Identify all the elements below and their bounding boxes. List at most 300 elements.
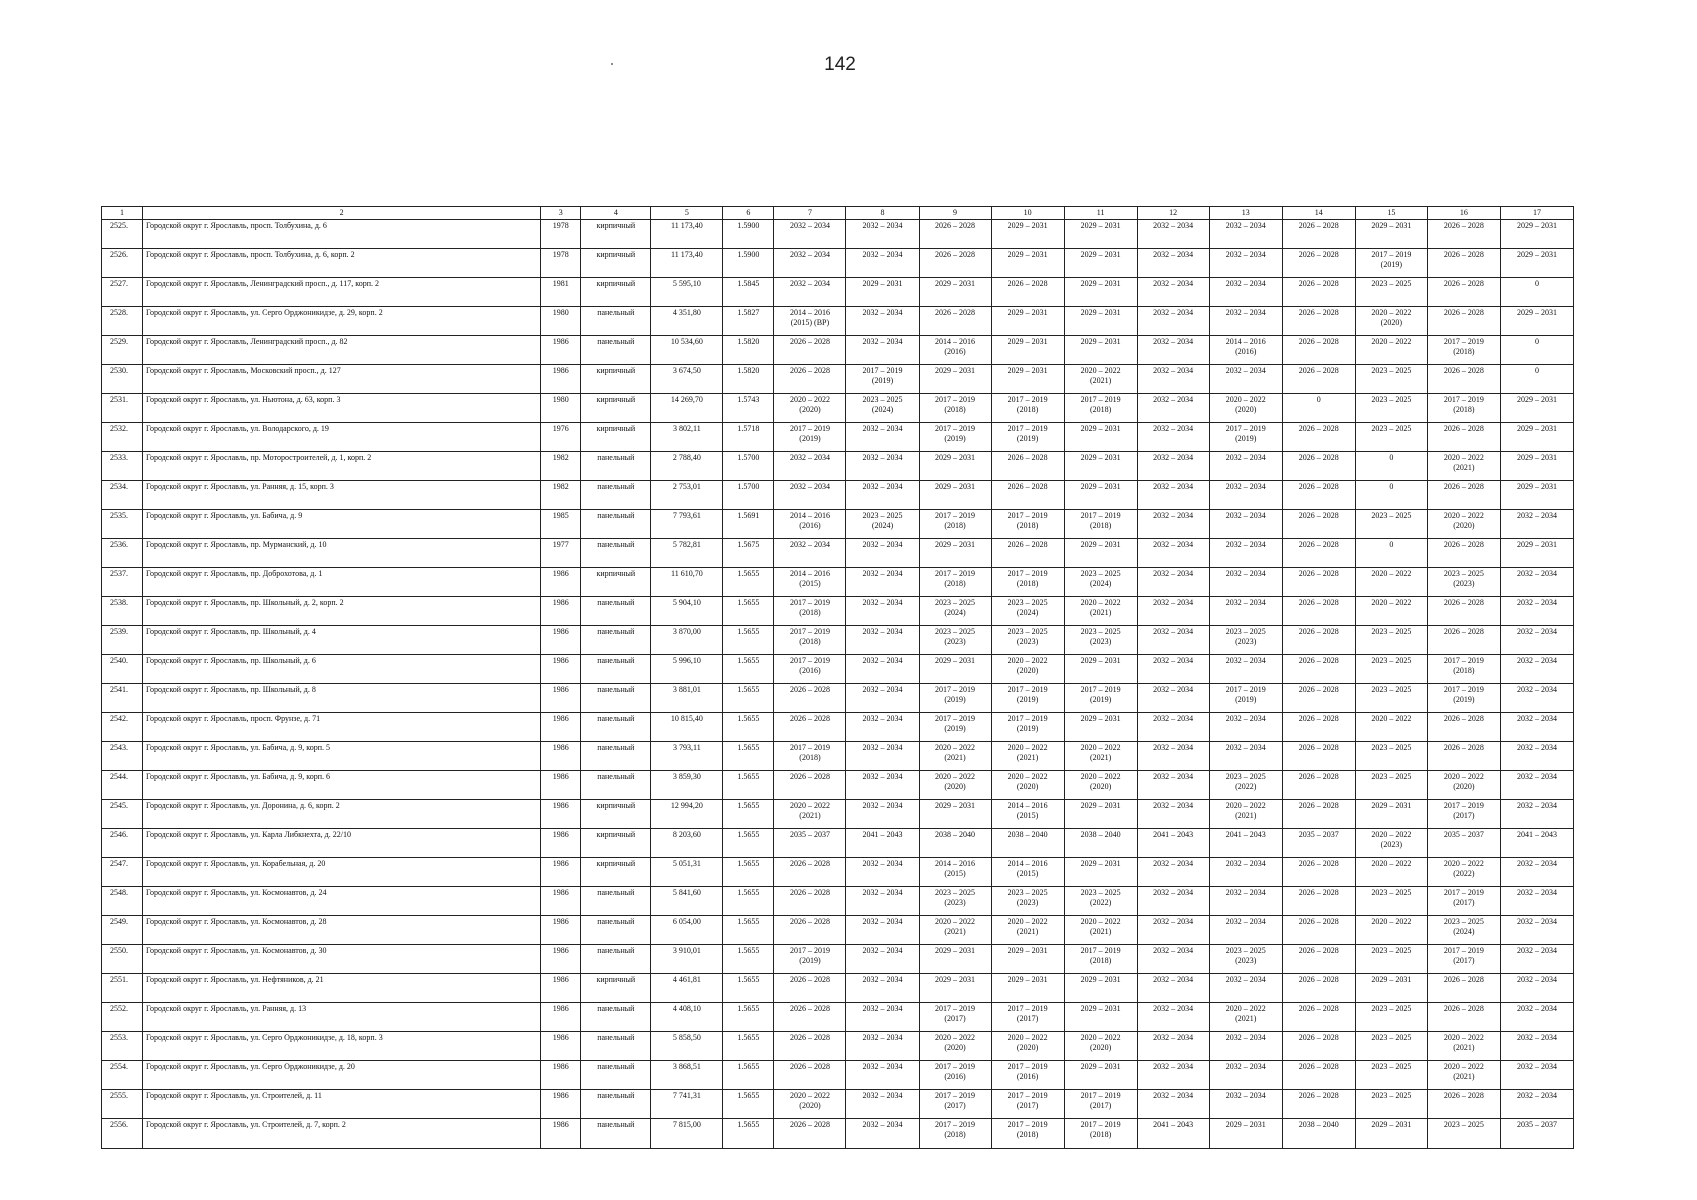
column-header: 1 <box>102 207 143 220</box>
table-cell: 2014 – 2016 (2016) <box>1209 336 1282 365</box>
table-cell: 2020 – 2022 (2020) <box>991 655 1064 684</box>
table-cell: 3 674,50 <box>651 365 723 394</box>
table-cell: 2032 – 2034 <box>846 597 919 626</box>
table-cell: 2020 – 2022 (2021) <box>991 916 1064 945</box>
table-cell: 2032 – 2034 <box>846 974 919 1003</box>
table-cell: 2023 – 2025 (2023) <box>1427 568 1500 597</box>
table-cell: 2032 – 2034 <box>1137 1032 1209 1061</box>
table-cell: 2017 – 2019 (2019) <box>846 365 919 394</box>
table-cell: 5 841,60 <box>651 887 723 916</box>
table-cell: 1.5700 <box>723 452 774 481</box>
table-cell: 2032 – 2034 <box>1209 713 1282 742</box>
address-cell: Городской округ г. Ярославль, ул. Серго Орджоникидзе, д. 18, корп. 3 <box>143 1032 541 1061</box>
table-cell: 2023 – 2025 <box>1355 278 1427 307</box>
table-cell: 2032 – 2034 <box>846 1003 919 1032</box>
table-row <box>102 278 1574 307</box>
table-cell: 2014 – 2016 (2015) <box>774 568 846 597</box>
table-cell: 2032 – 2034 <box>1500 597 1573 626</box>
table-cell: кирпичный <box>581 800 651 829</box>
row-number-cell: 2528. <box>102 307 143 336</box>
table-cell: 2026 – 2028 <box>1282 423 1355 452</box>
table-cell: кирпичный <box>581 249 651 278</box>
table-cell: панельный <box>581 713 651 742</box>
table-cell: 2020 – 2022 (2020) <box>1427 510 1500 539</box>
table-cell: 2026 – 2028 <box>774 336 846 365</box>
table-cell: 2017 – 2019 (2019) <box>1209 684 1282 713</box>
table-cell: 2026 – 2028 <box>774 916 846 945</box>
table-cell: 2032 – 2034 <box>1500 742 1573 771</box>
table-cell: 5 904,10 <box>651 597 723 626</box>
table-cell: 2026 – 2028 <box>1427 597 1500 626</box>
table-cell: 2017 – 2019 (2019) <box>1355 249 1427 278</box>
table-cell: панельный <box>581 539 651 568</box>
column-header: 14 <box>1282 207 1355 220</box>
row-number-cell: 2543. <box>102 742 143 771</box>
address-cell: Городской округ г. Ярославль, пр. Доброхотова, д. 1 <box>143 568 541 597</box>
table-cell: 2026 – 2028 <box>774 887 846 916</box>
table-cell: панельный <box>581 887 651 916</box>
table-cell: 2017 – 2019 (2018) <box>774 626 846 655</box>
column-header: 6 <box>723 207 774 220</box>
table-cell: 2032 – 2034 <box>1137 307 1209 336</box>
table-cell: 2023 – 2025 (2024) <box>846 394 919 423</box>
table-cell: 3 881,01 <box>651 684 723 713</box>
column-header: 12 <box>1137 207 1209 220</box>
table-cell: 2026 – 2028 <box>1282 858 1355 887</box>
column-header: 5 <box>651 207 723 220</box>
table-row <box>102 481 1574 510</box>
table-cell: 2026 – 2028 <box>1282 800 1355 829</box>
table-cell: кирпичный <box>581 858 651 887</box>
table-cell: 2032 – 2034 <box>846 916 919 945</box>
table-cell: 2029 – 2031 <box>1064 539 1137 568</box>
table-cell: 1978 <box>541 220 581 249</box>
table-cell: 2029 – 2031 <box>1500 394 1573 423</box>
table-cell: 2029 – 2031 <box>1355 800 1427 829</box>
column-header: 7 <box>774 207 846 220</box>
table-cell: 2032 – 2034 <box>1500 945 1573 974</box>
table-cell: 2041 – 2043 <box>1137 829 1209 858</box>
table-cell: 2017 – 2019 (2018) <box>1064 394 1137 423</box>
table-cell: 2032 – 2034 <box>774 481 846 510</box>
table-cell: 2026 – 2028 <box>1282 481 1355 510</box>
row-number-cell: 2548. <box>102 887 143 916</box>
table-cell: 1986 <box>541 713 581 742</box>
table-cell: 2032 – 2034 <box>1137 481 1209 510</box>
table-cell: 1.5655 <box>723 742 774 771</box>
table-cell: 2029 – 2031 <box>1064 336 1137 365</box>
table-cell: 2023 – 2025 <box>1427 1119 1500 1149</box>
table-body <box>102 220 1574 1149</box>
table-cell: 2020 – 2022 (2021) <box>1064 597 1137 626</box>
table-cell: 1.5655 <box>723 800 774 829</box>
table-row <box>102 1061 1574 1090</box>
table-cell: 2026 – 2028 <box>991 539 1064 568</box>
table-cell: 2041 – 2043 <box>846 829 919 858</box>
table-cell: 2026 – 2028 <box>774 771 846 800</box>
table-cell: панельный <box>581 742 651 771</box>
table-cell: 2041 – 2043 <box>1209 829 1282 858</box>
table-cell: 2032 – 2034 <box>1137 945 1209 974</box>
table-cell: 2026 – 2028 <box>1427 742 1500 771</box>
table-cell: 2017 – 2019 (2018) <box>774 597 846 626</box>
address-cell: Городской округ г. Ярославль, ул. Бабича, д. 9, корп. 6 <box>143 771 541 800</box>
table-cell: 2032 – 2034 <box>1500 771 1573 800</box>
table-cell: панельный <box>581 510 651 539</box>
table-cell: 2032 – 2034 <box>1137 278 1209 307</box>
address-cell: Городской округ г. Ярославль, ул. Корабельная, д. 20 <box>143 858 541 887</box>
row-number-cell: 2541. <box>102 684 143 713</box>
table-cell: 2026 – 2028 <box>1427 713 1500 742</box>
table-cell: 0 <box>1500 365 1573 394</box>
table-cell: 2032 – 2034 <box>1209 597 1282 626</box>
table-cell: 2017 – 2019 (2016) <box>774 655 846 684</box>
table-cell: 1980 <box>541 394 581 423</box>
table-cell: 2020 – 2022 (2022) <box>1427 858 1500 887</box>
table-row <box>102 249 1574 278</box>
table-cell: 2020 – 2022 (2020) <box>919 1032 991 1061</box>
table-cell: 1.5655 <box>723 916 774 945</box>
table-cell: 2032 – 2034 <box>1209 858 1282 887</box>
table-cell: 2029 – 2031 <box>1500 539 1573 568</box>
table-cell: 1986 <box>541 626 581 655</box>
table-cell: 2017 – 2019 (2018) <box>991 510 1064 539</box>
table-cell: 2023 – 2025 <box>1355 742 1427 771</box>
table-cell: 2032 – 2034 <box>1137 423 1209 452</box>
table-cell: 2020 – 2022 (2021) <box>774 800 846 829</box>
table-cell: 2041 – 2043 <box>1137 1119 1209 1149</box>
table-cell: 4 408,10 <box>651 1003 723 1032</box>
table-cell: 2029 – 2031 <box>1064 249 1137 278</box>
table-cell: 2035 – 2037 <box>774 829 846 858</box>
row-number-cell: 2537. <box>102 568 143 597</box>
table-cell: 2017 – 2019 (2017) <box>991 1003 1064 1032</box>
table-cell: 2020 – 2022 <box>1355 597 1427 626</box>
table-cell: 2032 – 2034 <box>846 568 919 597</box>
table-row <box>102 626 1574 655</box>
table-cell: панельный <box>581 307 651 336</box>
table-cell: 2032 – 2034 <box>846 539 919 568</box>
table-cell: 2032 – 2034 <box>1137 597 1209 626</box>
table-cell: 2017 – 2019 (2019) <box>1064 684 1137 713</box>
table-cell: 2023 – 2025 (2023) <box>1209 626 1282 655</box>
table-cell: 1.5691 <box>723 510 774 539</box>
table-row <box>102 742 1574 771</box>
table-cell: панельный <box>581 597 651 626</box>
table-cell: 4 461,81 <box>651 974 723 1003</box>
table-cell: 2017 – 2019 (2018) <box>1064 510 1137 539</box>
table-cell: 2023 – 2025 (2024) <box>991 597 1064 626</box>
table-row <box>102 713 1574 742</box>
address-cell: Городской округ г. Ярославль, ул. Космонавтов, д. 28 <box>143 916 541 945</box>
table-cell: 0 <box>1500 336 1573 365</box>
table-row <box>102 1032 1574 1061</box>
table-row <box>102 510 1574 539</box>
table-cell: 2020 – 2022 (2021) <box>919 916 991 945</box>
address-cell: Городской округ г. Ярославль, пр. Школьный, д. 6 <box>143 655 541 684</box>
row-number-cell: 2556. <box>102 1119 143 1149</box>
table-cell: 1.5655 <box>723 713 774 742</box>
table-cell: 2020 – 2022 (2021) <box>1209 800 1282 829</box>
table-cell: 2020 – 2022 (2020) <box>1355 307 1427 336</box>
table-cell: 2014 – 2016 (2015) <box>919 858 991 887</box>
table-cell: панельный <box>581 1119 651 1149</box>
table-cell: 2017 – 2019 (2018) <box>991 1119 1064 1149</box>
table-cell: 2014 – 2016 (2015) <box>991 858 1064 887</box>
row-number-cell: 2549. <box>102 916 143 945</box>
table-cell: 2026 – 2028 <box>1427 220 1500 249</box>
table-cell: 2017 – 2019 (2017) <box>919 1003 991 1032</box>
table-cell: 2032 – 2034 <box>1209 307 1282 336</box>
table-cell: 2017 – 2019 (2018) <box>991 568 1064 597</box>
table-cell: 2026 – 2028 <box>1427 1090 1500 1119</box>
table-cell: 2032 – 2034 <box>1209 278 1282 307</box>
table-cell: 1986 <box>541 597 581 626</box>
table-cell: 2032 – 2034 <box>1209 1032 1282 1061</box>
table-cell: 2020 – 2022 <box>1355 336 1427 365</box>
table-cell: 2032 – 2034 <box>1209 568 1282 597</box>
table-cell: 1.5845 <box>723 278 774 307</box>
table-cell: 2029 – 2031 <box>1064 655 1137 684</box>
table-cell: 2026 – 2028 <box>774 1119 846 1149</box>
column-header: 2 <box>143 207 541 220</box>
table-cell: панельный <box>581 1061 651 1090</box>
column-header: 8 <box>846 207 919 220</box>
table-cell: 2026 – 2028 <box>1282 307 1355 336</box>
table-cell: 2032 – 2034 <box>1500 1061 1573 1090</box>
table-cell: 2026 – 2028 <box>1427 974 1500 1003</box>
table-cell: 2020 – 2022 (2021) <box>1427 452 1500 481</box>
table-cell: 2017 – 2019 (2019) <box>774 423 846 452</box>
table-cell: 10 534,60 <box>651 336 723 365</box>
table-cell: 2029 – 2031 <box>919 974 991 1003</box>
table-cell: 2032 – 2034 <box>1500 684 1573 713</box>
table-cell: кирпичный <box>581 394 651 423</box>
table-cell: 2032 – 2034 <box>1209 887 1282 916</box>
table-cell: 2020 – 2022 (2020) <box>1427 771 1500 800</box>
row-number-cell: 2539. <box>102 626 143 655</box>
table-cell: 2023 – 2025 <box>1355 394 1427 423</box>
table-cell: 3 859,30 <box>651 771 723 800</box>
row-number-cell: 2547. <box>102 858 143 887</box>
table-cell: 11 173,40 <box>651 220 723 249</box>
table-cell: 2032 – 2034 <box>846 220 919 249</box>
address-cell: Городской округ г. Ярославль, Ленинградский просп., д. 82 <box>143 336 541 365</box>
row-number-cell: 2534. <box>102 481 143 510</box>
table-cell: 2032 – 2034 <box>1209 1090 1282 1119</box>
row-number-cell: 2553. <box>102 1032 143 1061</box>
table-cell: 2026 – 2028 <box>1427 1003 1500 1032</box>
table-cell: 2032 – 2034 <box>846 858 919 887</box>
table-cell: 2032 – 2034 <box>1137 887 1209 916</box>
table-cell: панельный <box>581 684 651 713</box>
table-cell: 2032 – 2034 <box>1500 1032 1573 1061</box>
table-cell: 2023 – 2025 <box>1355 626 1427 655</box>
table-cell: 1986 <box>541 800 581 829</box>
table-cell: 2026 – 2028 <box>774 974 846 1003</box>
table-cell: 5 051,31 <box>651 858 723 887</box>
table-cell: 2041 – 2043 <box>1500 829 1573 858</box>
table-cell: 2026 – 2028 <box>1282 220 1355 249</box>
table-cell: 2017 – 2019 (2017) <box>1064 1090 1137 1119</box>
table-cell: 2017 – 2019 (2017) <box>1427 945 1500 974</box>
address-cell: Городской округ г. Ярославль, ул. Ранняя, д. 15, корп. 3 <box>143 481 541 510</box>
table-cell: кирпичный <box>581 568 651 597</box>
table-cell: 2026 – 2028 <box>1282 626 1355 655</box>
column-header: 11 <box>1064 207 1137 220</box>
table-cell: 2023 – 2025 <box>1355 1090 1427 1119</box>
table-cell: 2020 – 2022 (2021) <box>919 742 991 771</box>
table-row <box>102 452 1574 481</box>
table-cell: кирпичный <box>581 829 651 858</box>
column-header: 16 <box>1427 207 1500 220</box>
table-cell: 2032 – 2034 <box>1500 887 1573 916</box>
table-cell: 2026 – 2028 <box>774 858 846 887</box>
table-cell: 2020 – 2022 (2021) <box>1427 1061 1500 1090</box>
table-cell: 2014 – 2016 (2015) (ВР) <box>774 307 846 336</box>
table-cell: 2026 – 2028 <box>991 452 1064 481</box>
table-cell: 11 610,70 <box>651 568 723 597</box>
table-cell: 2017 – 2019 (2018) <box>774 742 846 771</box>
table-cell: 2017 – 2019 (2019) <box>991 423 1064 452</box>
table-row <box>102 916 1574 945</box>
table-cell: 1986 <box>541 336 581 365</box>
table-cell: 2032 – 2034 <box>1500 800 1573 829</box>
table-row <box>102 800 1574 829</box>
address-cell: Городской округ г. Ярославль, ул. Нефтяников, д. 21 <box>143 974 541 1003</box>
table-cell: 2032 – 2034 <box>1137 1061 1209 1090</box>
table-cell: 2032 – 2034 <box>1137 771 1209 800</box>
address-cell: Городской округ г. Ярославль, пр. Школьный, д. 4 <box>143 626 541 655</box>
table-cell: 2032 – 2034 <box>1137 800 1209 829</box>
table-cell: 2029 – 2031 <box>1500 423 1573 452</box>
row-number-cell: 2545. <box>102 800 143 829</box>
table-cell: панельный <box>581 481 651 510</box>
table-cell: 2023 – 2025 <box>1355 423 1427 452</box>
table-row <box>102 336 1574 365</box>
table-cell: 2017 – 2019 (2019) <box>919 423 991 452</box>
table-cell: 1.5655 <box>723 1119 774 1149</box>
table-cell: 2017 – 2019 (2017) <box>1427 800 1500 829</box>
table-row <box>102 655 1574 684</box>
table-cell: 2020 – 2022 (2020) <box>919 771 991 800</box>
table-cell: 5 996,10 <box>651 655 723 684</box>
table-cell: 2 753,01 <box>651 481 723 510</box>
table-cell: 2023 – 2025 <box>1355 1032 1427 1061</box>
table-cell: 2032 – 2034 <box>846 336 919 365</box>
table-cell: панельный <box>581 452 651 481</box>
table-cell: 2023 – 2025 <box>1355 510 1427 539</box>
table-cell: 1986 <box>541 684 581 713</box>
table-row <box>102 887 1574 916</box>
table-cell: 2026 – 2028 <box>1282 336 1355 365</box>
table-cell: 1.5655 <box>723 887 774 916</box>
table-cell: 2032 – 2034 <box>1209 539 1282 568</box>
table-cell: 2038 – 2040 <box>919 829 991 858</box>
table-cell: 2032 – 2034 <box>1209 742 1282 771</box>
table-cell: 1986 <box>541 945 581 974</box>
table-cell: 2032 – 2034 <box>846 742 919 771</box>
table-cell: 11 173,40 <box>651 249 723 278</box>
table-cell: 6 054,00 <box>651 916 723 945</box>
table-cell: 2023 – 2025 (2024) <box>846 510 919 539</box>
table-cell: 1986 <box>541 1003 581 1032</box>
address-cell: Городской округ г. Ярославль, ул. Бабича, д. 9, корп. 5 <box>143 742 541 771</box>
table-cell: 2032 – 2034 <box>1137 1090 1209 1119</box>
address-cell: Городской округ г. Ярославль, пр. Школьный, д. 8 <box>143 684 541 713</box>
table-cell: 2020 – 2022 (2020) <box>774 1090 846 1119</box>
table-cell: 1.5827 <box>723 307 774 336</box>
table-cell: 2032 – 2034 <box>774 452 846 481</box>
table-cell: 2032 – 2034 <box>1500 974 1573 1003</box>
row-number-cell: 2531. <box>102 394 143 423</box>
table-cell: панельный <box>581 626 651 655</box>
table-cell: 2017 – 2019 (2017) <box>919 1090 991 1119</box>
table-row <box>102 394 1574 423</box>
table-cell: 2023 – 2025 <box>1355 945 1427 974</box>
table-cell: 2032 – 2034 <box>1137 742 1209 771</box>
table-cell: 2029 – 2031 <box>1064 423 1137 452</box>
table-cell: 2017 – 2019 (2018) <box>1427 394 1500 423</box>
table-cell: 2023 – 2025 <box>1355 655 1427 684</box>
table-cell: 1986 <box>541 1090 581 1119</box>
table-cell: 2029 – 2031 <box>991 249 1064 278</box>
row-number-cell: 2526. <box>102 249 143 278</box>
table-cell: 2023 – 2025 <box>1355 684 1427 713</box>
table-cell: 2014 – 2016 (2016) <box>774 510 846 539</box>
table-cell: 2017 – 2019 (2018) <box>919 1119 991 1149</box>
table-cell: панельный <box>581 1032 651 1061</box>
table-cell: 2032 – 2034 <box>846 1119 919 1149</box>
table-cell: 2026 – 2028 <box>919 307 991 336</box>
table-cell: панельный <box>581 1003 651 1032</box>
table-cell: 2029 – 2031 <box>1500 452 1573 481</box>
table-cell: 2020 – 2022 (2023) <box>1355 829 1427 858</box>
row-number-cell: 2542. <box>102 713 143 742</box>
table-cell: 1.5718 <box>723 423 774 452</box>
table-cell: 0 <box>1355 452 1427 481</box>
table-cell: 2029 – 2031 <box>1500 249 1573 278</box>
address-cell: Городской округ г. Ярославль, ул. Космонавтов, д. 24 <box>143 887 541 916</box>
table-cell: 2017 – 2019 (2019) <box>1427 684 1500 713</box>
table-cell: 2026 – 2028 <box>1282 278 1355 307</box>
table-cell: 1986 <box>541 1061 581 1090</box>
table-cell: 8 203,60 <box>651 829 723 858</box>
table-cell: 2032 – 2034 <box>1137 394 1209 423</box>
row-number-cell: 2538. <box>102 597 143 626</box>
table-cell: 2029 – 2031 <box>1064 481 1137 510</box>
table-cell: 2032 – 2034 <box>1209 1061 1282 1090</box>
column-header: 17 <box>1500 207 1573 220</box>
address-cell: Городской округ г. Ярославль, ул. Бабича, д. 9 <box>143 510 541 539</box>
table-cell: 2032 – 2034 <box>774 249 846 278</box>
row-number-cell: 2525. <box>102 220 143 249</box>
table-cell: 4 351,80 <box>651 307 723 336</box>
table-cell: 2038 – 2040 <box>1064 829 1137 858</box>
table-cell: 1.5655 <box>723 1090 774 1119</box>
address-cell: Городской округ г. Ярославль, просп. Толбухина, д. 6 <box>143 220 541 249</box>
table-cell: 2032 – 2034 <box>1209 365 1282 394</box>
table-cell: 1.5655 <box>723 1032 774 1061</box>
row-number-cell: 2544. <box>102 771 143 800</box>
table-cell: 2026 – 2028 <box>1282 945 1355 974</box>
table-cell: 2023 – 2025 <box>1355 887 1427 916</box>
table-cell: 3 870,00 <box>651 626 723 655</box>
table-cell: 2032 – 2034 <box>1137 452 1209 481</box>
table-cell: 2029 – 2031 <box>1064 278 1137 307</box>
row-number-cell: 2532. <box>102 423 143 452</box>
table-cell: 2023 – 2025 (2023) <box>1209 945 1282 974</box>
